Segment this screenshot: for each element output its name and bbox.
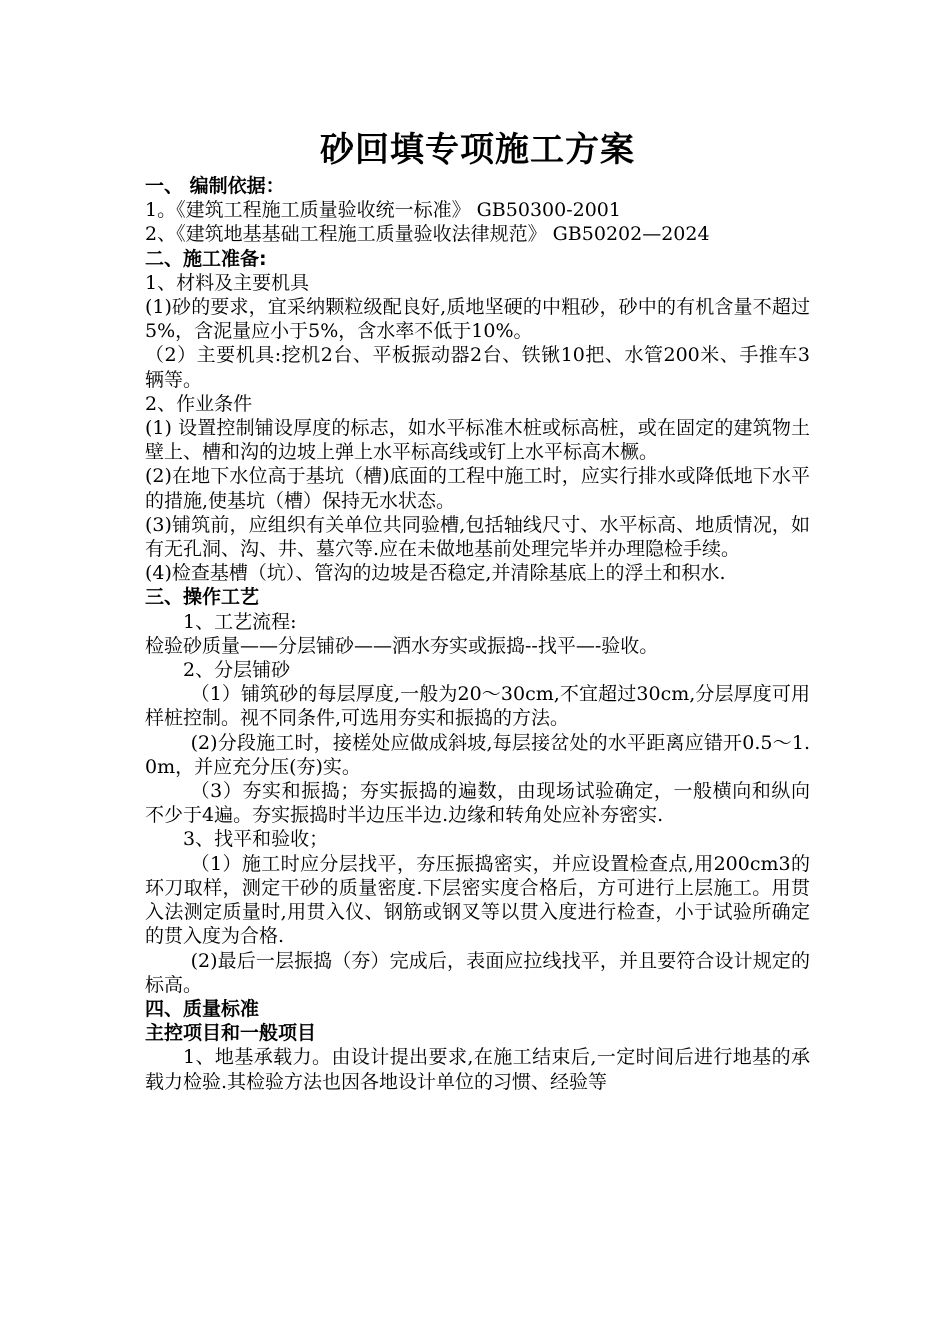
page-title: 砂回填专项施工方案 xyxy=(320,130,635,170)
subsection-heading: 1、工艺流程: xyxy=(183,610,297,633)
paragraph: （1）铺筑砂的每层厚度,一般为20～30cm,不宜超过30cm,分层厚度可用样桩控制。视不同条件,可选用夯实和振捣的方法。 xyxy=(145,683,810,730)
paragraph: (4)检查基槽（坑）、管沟的边坡是否稳定,并清除基底上的浮土和积水. xyxy=(145,562,726,585)
subsection-heading: 3、找平和验收； xyxy=(183,828,329,851)
document-body xyxy=(145,174,810,1094)
subsection-heading: 主控项目和一般项目 xyxy=(145,1022,317,1045)
paragraph: 1、地基承载力。由设计提出要求,在施工结束后,一定时间后进行地基的承载力检验.其检验方法也因各地设计单位的习惯、经验等 xyxy=(145,1046,810,1093)
subsection-heading: 2、分层铺砂 xyxy=(183,659,291,682)
paragraph: (2)在地下水位高于基坑（槽)底面的工程中施工时，应实行排水或降低地下水平的措施,使基坑（槽）保持无水状态。 xyxy=(145,465,810,512)
paragraph: (1) 设置控制铺设厚度的标志，如水平标准木桩或标高桩，或在固定的建筑物土壁上、槽和沟的边坡上弹上水平标高线或钉上水平标高木橛。 xyxy=(145,417,810,464)
paragraph: （1）施工时应分层找平，夯压振捣密实，并应设置检查点,用200cm3的环刀取样，测定干砂的质量密度.下层密实度合格后，方可进行上层施工。用贯入法测定质量时,用贯入仪、钢筋或钢叉等以贯入度进行检查，小于试验所确定的贯入度为合格. xyxy=(145,852,810,948)
paragraph: (3)铺筑前，应组织有关单位共同验槽,包括轴线尺寸、水平标高、地质情况，如有无孔洞、沟、井、墓穴等.应在未做地基前处理完毕并办理隐检手续。 xyxy=(145,513,810,561)
subsection-heading: 1、材料及主要机具 xyxy=(145,271,310,294)
paragraph: （3）夯实和振捣；夯实振捣的遍数，由现场试验确定，一般横向和纵向不少于4遍。夯实振捣时半边压半边.边缘和转角处应补夯密实. xyxy=(145,780,810,827)
reference-item: 1。《建筑工程施工质量验收统一标准》 GB50300-2001 xyxy=(145,199,621,222)
paragraph: 检验砂质量——分层铺砂——洒水夯实或振捣--找平—-验收。 xyxy=(145,634,659,657)
section-heading: 四、质量标准 xyxy=(145,997,260,1020)
document-page xyxy=(145,0,810,1344)
reference-item: 2、《建筑地基基础工程施工质量验收法律规范》 GB50202—2024 xyxy=(145,223,710,246)
section-heading: 一、 编制依据： xyxy=(145,175,285,197)
paragraph: （2）主要机具:挖机2台、平板振动器2台、铁锹10把、水管200米、手推车3辆等。 xyxy=(145,344,810,391)
section-heading: 三、操作工艺 xyxy=(145,586,260,609)
section-heading: 二、施工准备: xyxy=(145,247,267,270)
paragraph: (2)分段施工时，接槎处应做成斜坡,每层接岔处的水平距离应错开0.5～1.0m，并应充分压(夯)实。 xyxy=(145,731,810,778)
subsection-heading: 2、作业条件 xyxy=(145,392,253,415)
paragraph: (2)最后一层振捣（夯）完成后，表面应拉线找平，并且要符合设计规定的标高。 xyxy=(145,949,810,996)
paragraph: (1)砂的要求，宜采纳颗粒级配良好,质地坚硬的中粗砂，砂中的有机含量不超过5%，含泥量应小于5%，含水率不低于10%。 xyxy=(145,296,810,343)
